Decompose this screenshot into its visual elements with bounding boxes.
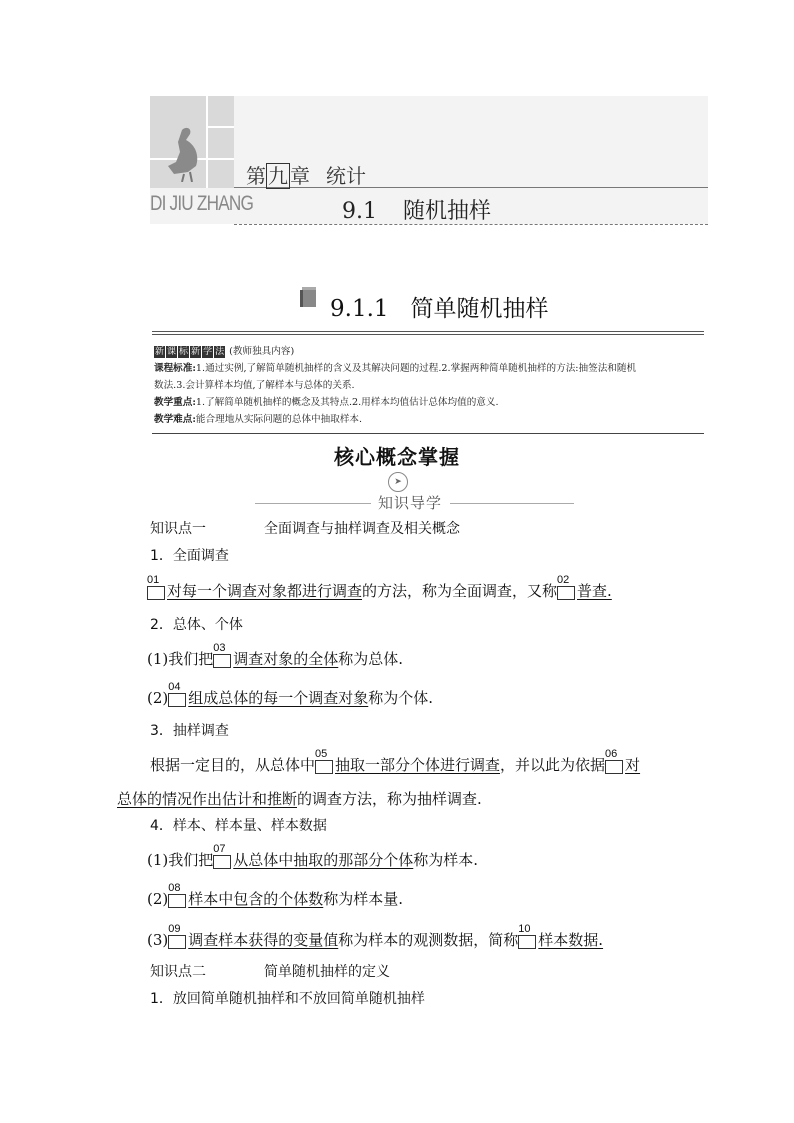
fill-answer: 样本中包含的个体数 bbox=[188, 890, 324, 908]
blank-index: 02 bbox=[557, 574, 570, 586]
paragraph bbox=[147, 642, 404, 669]
paper-plane-icon: ➤ bbox=[388, 472, 408, 492]
body-text: (1)我们把 bbox=[147, 650, 214, 668]
body-text: 称为总体. bbox=[338, 650, 404, 668]
tag-char: 新 bbox=[191, 347, 201, 357]
body-text: 的方法，称为全面调查，又称 bbox=[362, 582, 558, 600]
standards-bottom-rule bbox=[152, 433, 704, 434]
body-text: (2) bbox=[147, 890, 169, 908]
chapter-name: 统计 bbox=[326, 164, 366, 188]
tag-char: 新 bbox=[155, 347, 165, 357]
paragraph bbox=[147, 882, 404, 909]
body-text: (3) bbox=[147, 931, 169, 949]
subheading: 3．抽样调查 bbox=[150, 723, 229, 739]
standards-text: 能合理地从实际问题的总体中抽取样本. bbox=[195, 414, 363, 425]
blank-number bbox=[168, 882, 186, 908]
book-icon bbox=[298, 286, 318, 308]
chapter-number: 九 bbox=[268, 164, 288, 188]
standards-line bbox=[154, 411, 702, 428]
subsection-name: 简单随机抽样 bbox=[410, 296, 549, 322]
blank-index: 04 bbox=[168, 681, 181, 693]
standards-tag-row bbox=[154, 343, 702, 360]
body-text: (1)我们把 bbox=[147, 851, 214, 869]
section-number: 9.1 bbox=[342, 199, 377, 224]
section-name: 随机抽样 bbox=[403, 199, 492, 224]
blank-index: 03 bbox=[213, 642, 226, 654]
paragraph bbox=[147, 843, 479, 870]
blank-index: 01 bbox=[147, 574, 160, 586]
standards-line bbox=[154, 360, 702, 377]
subheading: 4．样本、样本量、样本数据 bbox=[150, 818, 327, 834]
chapter-suffix: 章 bbox=[290, 164, 310, 188]
fill-answer: 组成总体的每一个调查对象 bbox=[188, 689, 369, 707]
paragraph bbox=[147, 681, 434, 708]
section-title bbox=[342, 194, 491, 225]
standards-top-rule bbox=[152, 331, 704, 332]
guide-rule-left bbox=[255, 503, 371, 504]
paragraph bbox=[147, 574, 612, 601]
tag-char: 学 bbox=[203, 347, 213, 357]
body-text: ，并以此为依据 bbox=[500, 756, 606, 774]
subsection-title bbox=[330, 290, 549, 323]
body-text: 称为样本量. bbox=[323, 890, 404, 908]
knowledge-point-heading bbox=[150, 519, 460, 539]
guide-rule-right bbox=[450, 503, 574, 504]
fill-answer: 总体的情况作出估计和推断 bbox=[117, 790, 298, 808]
tag-char: 标 bbox=[179, 347, 189, 357]
knowledge-point-label: 知识点一 bbox=[150, 521, 206, 537]
blank-number bbox=[168, 681, 186, 707]
standards-text: 1.通过实例,了解简单随机抽样的含义及其解决问题的过程.2.掌握两种简单随机抽样的方法:抽签法和随机 bbox=[195, 363, 637, 374]
body-text: 称为样本的观测数据，简称 bbox=[338, 931, 519, 949]
standards-text: 数法.3.会计算样本均值,了解样本与总体的关系. bbox=[154, 380, 355, 391]
body-text: 根据一定目的，从总体中 bbox=[150, 756, 316, 774]
fill-answer: 普查. bbox=[577, 582, 612, 600]
body-text: 称为样本. bbox=[413, 851, 479, 869]
knowledge-point-title: 全面调查与抽样调查及相关概念 bbox=[264, 521, 460, 537]
body-text: (2) bbox=[147, 689, 169, 707]
knowledge-point-title: 简单随机抽样的定义 bbox=[264, 964, 390, 980]
standards-top-rule-2 bbox=[152, 334, 704, 335]
blank-index: 07 bbox=[213, 843, 226, 855]
paragraph bbox=[147, 923, 604, 950]
standards-label: 教学重点: bbox=[154, 397, 196, 408]
standards-text: 1.了解简单随机抽样的概念及其特点.2.用样本均值估计总体均值的意义. bbox=[195, 397, 499, 408]
fill-answer: 对每一个调查对象都进行调查 bbox=[167, 582, 363, 600]
body-text: 的调查方法，称为抽样调查. bbox=[297, 790, 482, 808]
fill-answer: 从总体中抽取的那部分个体 bbox=[233, 851, 414, 869]
standards-box bbox=[154, 343, 702, 428]
crane-figure-icon bbox=[154, 122, 214, 182]
tag-char: 课 bbox=[167, 347, 177, 357]
blank-index: 06 bbox=[605, 748, 618, 760]
blank-number bbox=[315, 748, 333, 774]
blank-index: 08 bbox=[168, 882, 181, 894]
fill-answer: 对 bbox=[625, 756, 641, 774]
subheading: 1．放回简单随机抽样和不放回简单随机抽样 bbox=[150, 991, 425, 1007]
blank-number bbox=[605, 748, 623, 774]
blank-index: 10 bbox=[518, 923, 531, 935]
subsection-number: 9.1.1 bbox=[330, 296, 389, 322]
tag-char: 法 bbox=[215, 347, 225, 357]
blank-number bbox=[518, 923, 536, 949]
knowledge-point-label: 知识点二 bbox=[150, 964, 206, 980]
core-concepts-title: 核心概念掌握 bbox=[334, 445, 460, 469]
blank-number bbox=[213, 642, 231, 668]
fill-answer: 样本数据. bbox=[538, 931, 604, 949]
teacher-note: (教师独具内容) bbox=[229, 346, 295, 357]
body-text: 称为个体. bbox=[368, 689, 434, 707]
chapter-logo-text: DI JIU ZHANG bbox=[150, 192, 254, 215]
standards-line bbox=[154, 377, 702, 394]
paragraph bbox=[150, 748, 641, 775]
blank-index: 09 bbox=[168, 923, 181, 935]
fill-answer: 抽取一部分个体进行调查 bbox=[335, 756, 501, 774]
subheading: 2．总体、个体 bbox=[150, 617, 243, 633]
subheading: 1．全面调查 bbox=[150, 548, 229, 564]
blank-index: 05 bbox=[315, 748, 328, 760]
standards-line bbox=[154, 394, 702, 411]
blank-number bbox=[213, 843, 231, 869]
fill-answer: 调查样本获得的变量值 bbox=[188, 931, 339, 949]
knowledge-point-heading bbox=[150, 962, 390, 982]
blank-number bbox=[168, 923, 186, 949]
knowledge-guide-title: 知识导学 bbox=[378, 494, 443, 512]
chapter-header-artwork bbox=[150, 96, 234, 188]
blank-number bbox=[557, 574, 575, 600]
chapter-title bbox=[246, 160, 366, 189]
chapter-prefix: 第 bbox=[246, 164, 266, 188]
standards-label: 课程标准: bbox=[154, 363, 196, 374]
fill-answer: 调查对象的全体 bbox=[233, 650, 339, 668]
paragraph bbox=[117, 789, 482, 809]
blank-number bbox=[147, 574, 165, 600]
standards-label: 教学难点: bbox=[154, 414, 196, 425]
